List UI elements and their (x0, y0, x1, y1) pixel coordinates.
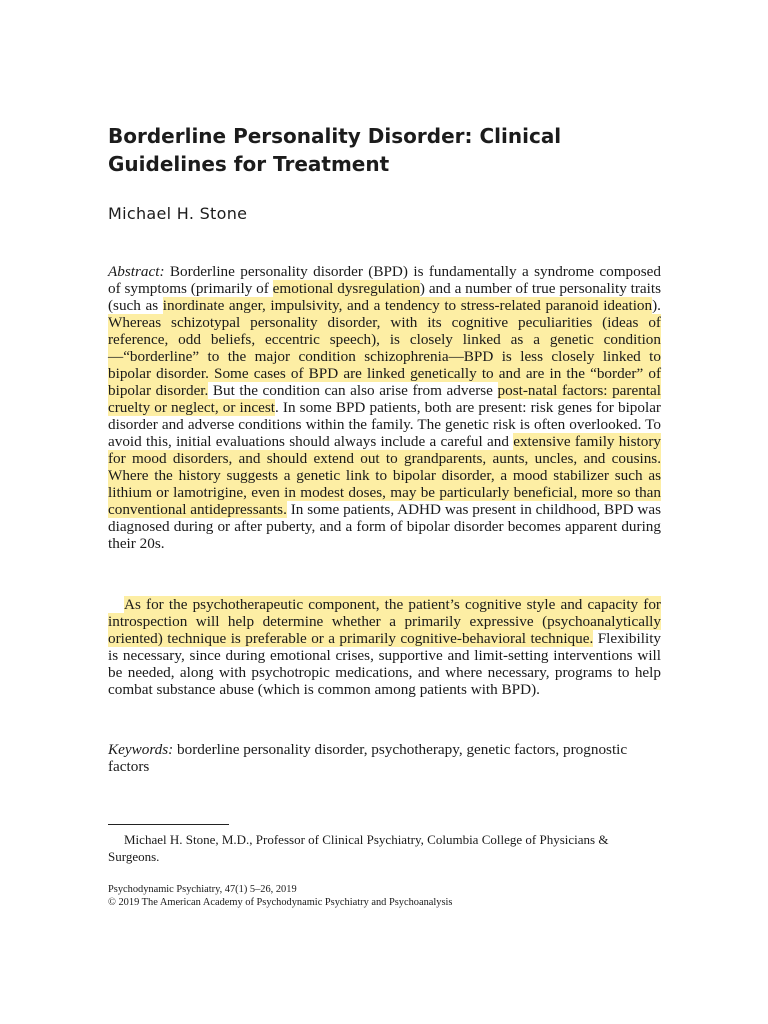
abstract-label: Abstract: (108, 263, 165, 280)
highlight: inordinate anger, impulsivity, and a tendency to stress-related paranoid ideation (162, 297, 653, 314)
keywords (108, 741, 661, 775)
journal-citation: Psychodynamic Psychiatry, 47(1) 5–26, 2019 (108, 884, 297, 895)
abstract-text: In some patients, ADHD was present in childhood, BPD was diagnosed during or after puberty, and a form of bipolar disorder becomes apparent during their 20s. (108, 501, 661, 552)
paragraph-text: Flexibility is necessary, since during emotional crises, supportive and limit-setting interventions will be needed, along with psychotropic medications, and where necessary, programs to help combat substance abuse (which is common among patients with BPD). (108, 630, 662, 698)
highlight: As for the psychotherapeutic component, the patient’s cognitive style and capacity for introspection will help determine whether a primarily expressive (psychoanalytically oriented) technique is preferable or a primarily cognitive-behavioral technique. (108, 596, 661, 647)
author-name: Michael H. Stone (108, 204, 248, 223)
keywords-text: borderline personality disorder, psychotherapy, genetic factors, prognostic factors (108, 741, 628, 775)
abstract-text: But the condition can also arise from adverse (208, 382, 498, 399)
abstract-paragraph-2 (108, 596, 661, 698)
abstract-text: . In some BPD patients, both are present: risk genes for bipolar disorder and adverse conditions within the family. The genetic risk is often overlooked. To avoid this, initial evaluations should always include a careful and (108, 399, 661, 450)
journal-info (108, 883, 661, 909)
author-footnote: Michael H. Stone, M.D., Professor of Clinical Psychiatry, Columbia College of Physicians & Surgeons. (108, 832, 609, 864)
highlight: Whereas schizotypal personality disorder, with its cognitive peculiarities (ideas of reference, odd beliefs, eccentric speech), is closely linked as a genetic condition—“borderline” to the major condition schizophrenia—BPD is less closely linked to bipolar disorder. Some cases of BPD are linked genetically to and are in the “border” of bipolar disorder. (108, 314, 661, 399)
abstract-text: ). (652, 297, 661, 314)
highlight: Where the history suggests a genetic link to bipolar disorder, a mood stabilizer such as lithium or lamotrigine, even in modest doses, may be particularly beneficial, more so than conventional antidepressants. (108, 467, 661, 518)
article-title: Borderline Personality Disorder: Clinical Guidelines for Treatment (108, 124, 562, 176)
abstract-text: ) and a number of true personality traits (such as (108, 280, 662, 314)
highlight: post-natal factors: parental cruelty or neglect, or incest (108, 382, 661, 416)
footnote-divider (108, 824, 229, 825)
keywords-label: Keywords: (108, 741, 174, 758)
highlight: extensive family history for mood disorders, and should extend out to grandparents, aunts, uncles, and cousins. (108, 433, 661, 467)
abstract-paragraph (108, 263, 661, 552)
abstract-text: Borderline personality disorder (BPD) is fundamentally a syndrome composed of symptoms (primarily of (108, 263, 661, 297)
highlight: emotional dysregulation (272, 280, 420, 297)
copyright-notice: © 2019 The American Academy of Psychodynamic Psychiatry and Psychoanalysis (108, 897, 453, 908)
